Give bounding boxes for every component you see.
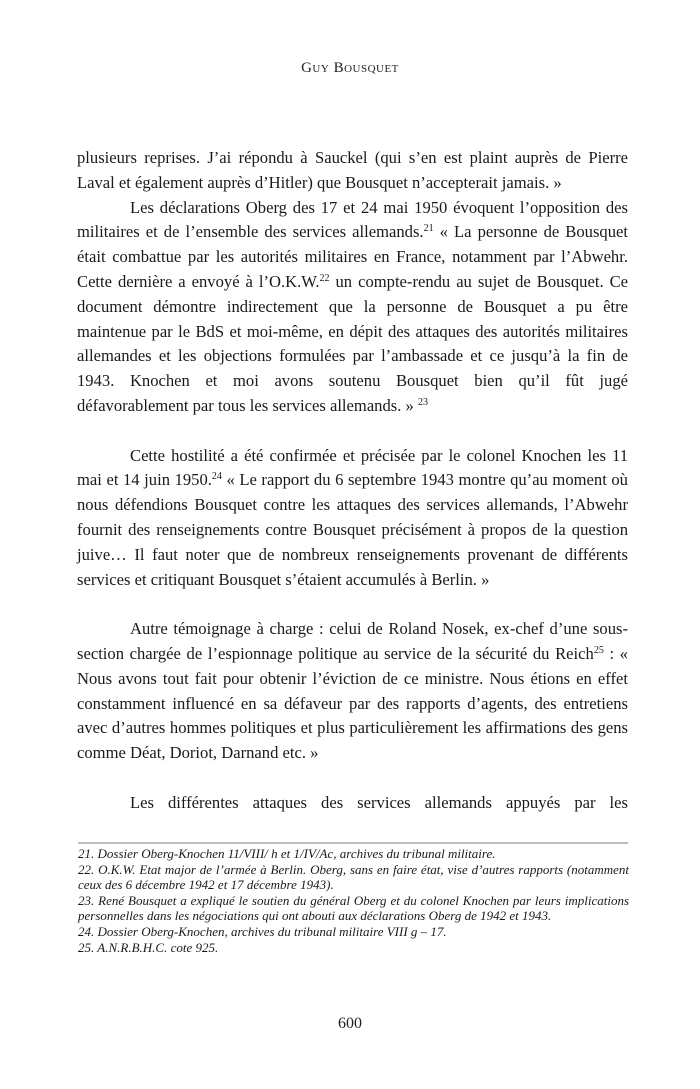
footnote-ref-21[interactable]: 21 <box>423 223 434 235</box>
footnote-ref-25[interactable]: 25 <box>593 644 604 656</box>
paragraph-nosek: Autre témoignage à charge : celui de Roland Nosek, ex-chef d’une sous-section chargée de l’espionnage politique au service de la sécurité du Reich$^{25}$ : « Nous avons tout fait pour obtenir l’éviction de ce ministre. Nous étions en effet constamment influencé en sa défaveur par des rapports d’agents, des entretiens avec d’autres hommes politiques et plus particulièrement les affirmations des gens comme Déat, Doriot, Darnand etc. » <box>77 619 628 763</box>
footnote-22: 22. O.K.W. Etat major de l’armée à Berlin. Oberg, sans en faire état, vise d’autres rapports (notamment ceux des 6 décembre 1942 et 17 décembre 1943). <box>78 861 629 893</box>
footnote-ref-24[interactable]: 24 <box>211 471 222 483</box>
body-text <box>77 146 628 816</box>
footnote-ref-22[interactable]: 22 <box>319 272 330 284</box>
footnote-21: 21. Dossier Oberg-Knochen 11/VIII/ h et 1/IV/Ac, archives du tribunal militaire. <box>78 846 496 861</box>
paragraph-knochen: Cette hostilité a été confirmée et précisée par le colonel Knochen les 11 mai et 14 juin 1950.24 « Le rapport du 6 septembre 1943 montre qu’au moment où nous défendions Bousquet contre les attaques des services allemands, l’Abwehr fournit des renseignements contre Bousquet précisément à propos de la question juive… Il faut noter que de nombreux renseignements provenant de différents services et critiquant Bousquet s’étaient accumulés à Berlin. » <box>77 445 628 589</box>
paragraph-continuation: plusieurs reprises. J’ai répondu à Sauckel (qui s’en est plaint auprès de Pierre Laval et également auprès d’Hitler) que Bousquet n’accepterait jamais. » <box>77 148 628 192</box>
footnotes <box>78 846 629 955</box>
footnote-ref-23[interactable]: 23 <box>417 396 428 408</box>
running-head: Guy Bousquet <box>301 60 399 76</box>
footnote-24: 24. Dossier Oberg-Knochen, archives du tribunal militaire VIII g – 17. <box>78 923 447 939</box>
paragraph-oberg-declarations: Les déclarations Oberg des 17 et 24 mai 1950 évoquent l’opposition des militaires et de l’ensemble des services allemands.$^{21}$ « La personne de Bousquet était combattue par les autorités militaires en France, notamment par l’Abwehr. Cette dernière a envoyé à l’O.K.W.$^{22}$ un compte-rendu au sujet de Bousquet. Ce document démontre indirectement que la personne de Bousquet a pu être maintenue par le BdS et moi-même, en dépit des attaques des autorités militaires allemandes et les objections formulées par l’ambassade et ce jusqu’à la fin de 1943. Knochen et moi avons soutenu Bousquet bien qu’il fût jugé défavorablement par tous les services allemands. » $^{23}$ <box>77 197 628 415</box>
page-number: 600 <box>338 1015 362 1032</box>
footnote-23: 23. René Bousquet a expliqué le soutien du général Oberg et du colonel Knochen par leurs implications personnelles dans les négociations qui ont abouti aux déclarations Oberg de 1942 et 1943. <box>78 892 629 924</box>
paragraph-attacks: Les différentes attaques des services allemands appuyés par les <box>130 792 628 812</box>
footnote-separator <box>78 842 628 844</box>
footnote-25: 25. A.N.R.B.H.C. cote 925. <box>78 939 219 955</box>
